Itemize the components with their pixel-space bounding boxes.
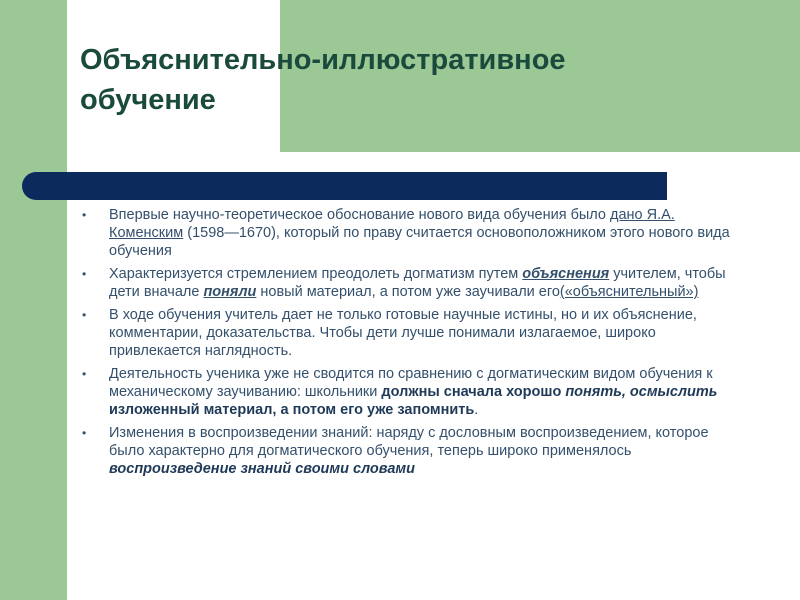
bullet-icon: •: [82, 267, 87, 281]
item-underlined-text: дано Я.А. Коменским: [109, 207, 675, 241]
item-bold-italic-text: понять, осмыслить: [565, 384, 718, 400]
bullet-icon: •: [82, 367, 87, 381]
item-bold-italic-text: воспроизведение знаний своими словами: [109, 461, 415, 477]
item-text: учителем, чтобы дети вначале: [109, 266, 726, 300]
item-text: (1598—1670), который по праву считается основоположником этого нового вида обучения: [109, 225, 730, 259]
slide-title-line-2: обучение: [80, 84, 216, 116]
item-underlined-text: («объяснительный»): [559, 284, 699, 300]
item-text: Деятельность ученика уже не сводится по сравнению с догматическим видом обучения к механическому заучиванию: школьники: [109, 366, 713, 400]
bullet-icon: •: [82, 426, 87, 440]
item-bold-text: должны сначала хорошо: [381, 384, 566, 400]
list-item-teacher: [82, 306, 737, 360]
bullet-icon: •: [82, 308, 87, 322]
left-green-strip: [0, 0, 67, 600]
list-item-student-activity: [82, 365, 737, 419]
item-text: .: [474, 402, 479, 418]
item-text: Изменения в воспроизведении знаний: наряду с дословным воспроизведением, которое было характерно для догматического обучения, теперь широко применялось: [109, 425, 709, 459]
title-divider-bar: [22, 172, 667, 200]
item-emphasis-understood: поняли: [203, 284, 257, 300]
slide-title: [80, 40, 780, 120]
item-text: Характеризуется стремлением преодолеть догматизм путем: [109, 266, 523, 282]
list-item-komensky: [82, 206, 737, 260]
item-emphasis-explanation: объяснения: [522, 266, 610, 282]
bullet-list: [82, 206, 737, 483]
bullet-icon: •: [82, 208, 87, 222]
item-text: новый материал, а потом уже заучивали его: [256, 284, 560, 300]
list-item-dogmatism: [82, 265, 737, 301]
slide-title-line-1: Объяснительно-иллюстративное: [80, 44, 566, 76]
item-text: Впервые научно-теоретическое обоснование нового вида обучения было: [109, 207, 611, 223]
item-text: В ходе обучения учитель дает не только готовые научные истины, но и их объяснение, комментарии, доказательства. Чтобы дети лучше понимали излагаемое, широко привлекается наглядность.: [109, 307, 697, 359]
item-bold-text: изложенный материал, а потом его уже запомнить: [109, 402, 475, 418]
list-item-reproduction: [82, 424, 737, 478]
